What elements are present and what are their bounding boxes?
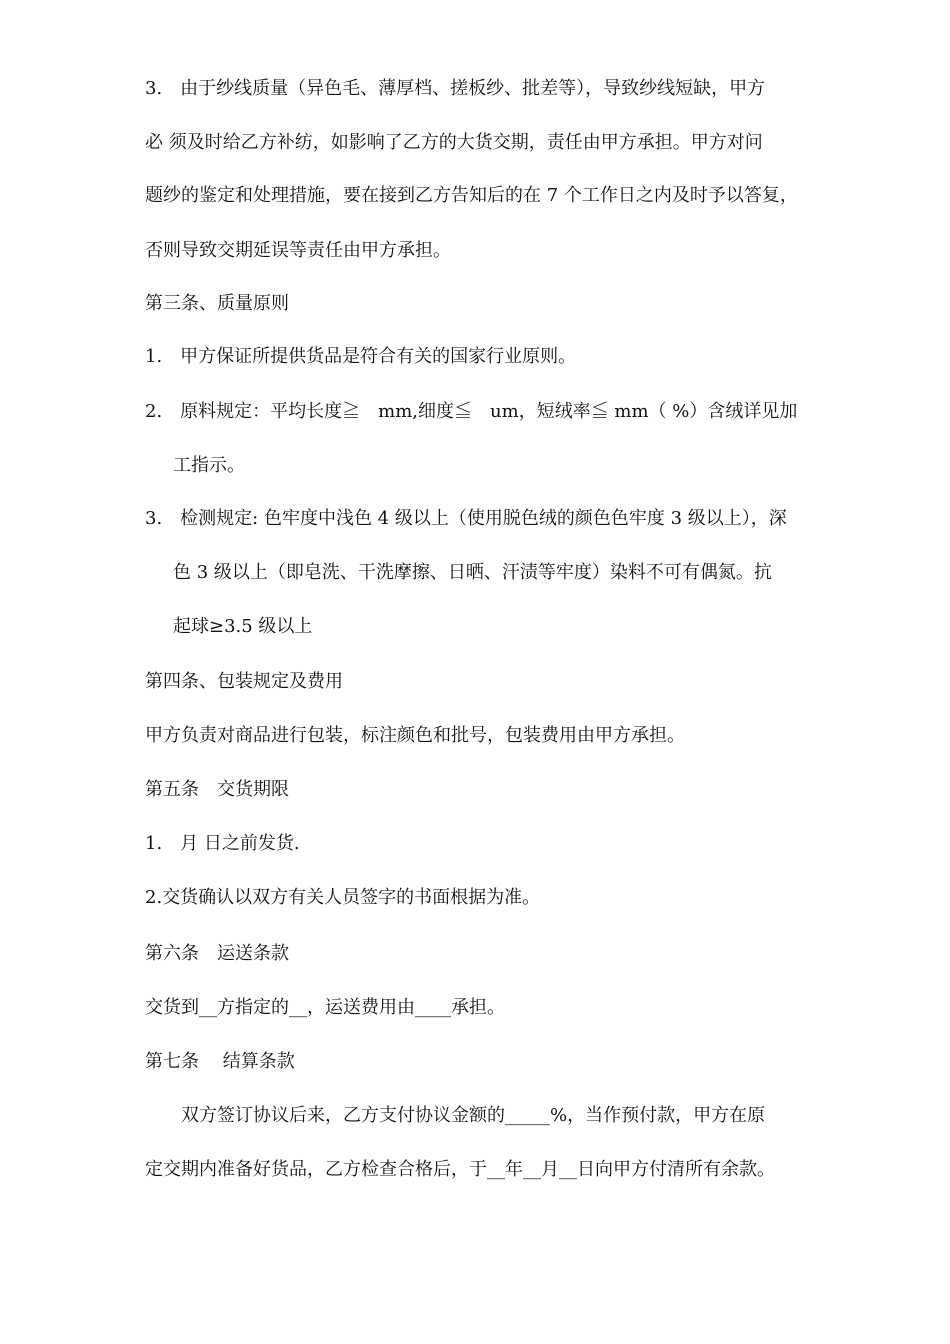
clause-7-body-line-1: 双方签订协议后来，乙方支付协议金额的_____%，当作预付款，甲方在原 (145, 1105, 766, 1126)
clause-3-item-3-line-1: 3. 检测规定: 色牢度中浅色 4 级以上（使用脱色绒的颜色色牢度 3 级以上），深 (145, 508, 787, 529)
clause-4-body: 甲方负责对商品进行包装，标注颜色和批号，包装费用由甲方承担。 (145, 725, 685, 746)
clause-3-item-3-line-3: 起球≥3.5 级以上 (173, 616, 313, 637)
clause-3-item-3-line-2: 色 3 级以上（即皂洗、干洗摩擦、日晒、汗渍等牢度）染料不可有偶氮。抗 (173, 562, 772, 583)
clause-3-heading: 第三条、质量原则 (145, 293, 289, 314)
clause-2-item-3-line-1: 3. 由于纱线质量（异色毛、薄厚档、搓板纱、批差等），导致纱线短缺，甲方 (145, 78, 766, 99)
clause-2-item-3-line-2: 必 须及时给乙方补纺，如影响了乙方的大货交期，责任由甲方承担。甲方对问 (145, 132, 763, 153)
clause-3-item-2-line-2: 工指示。 (173, 455, 245, 476)
clause-3-item-1: 1. 甲方保证所提供货品是符合有关的国家行业原则。 (145, 346, 577, 367)
clause-7-body-line-2: 定交期内准备好货品，乙方检查合格后，于__年__月__日向甲方付清所有余款。 (145, 1159, 775, 1180)
clause-2-item-3-line-4: 否则导致交期延误等责任由甲方承担。 (145, 240, 451, 261)
clause-5-item-1: 1. 月 日之前发货. (145, 833, 300, 854)
clause-5-item-2: 2.交货确认以双方有关人员签字的书面根据为准。 (145, 887, 541, 908)
clause-4-heading: 第四条、包装规定及费用 (145, 671, 343, 692)
clause-6-heading: 第六条 运送条款 (145, 943, 289, 964)
clause-3-item-2-line-1: 2. 原料规定：平均长度≧ mm,细度≦ um，短绒率≦ mm（ %）含绒详见加 (145, 401, 798, 422)
clause-5-heading: 第五条 交货期限 (145, 779, 289, 800)
clause-7-heading: 第七条 结算条款 (145, 1051, 295, 1072)
clause-6-body: 交货到__方指定的__，运送费用由____承担。 (145, 997, 505, 1018)
clause-2-item-3-line-3: 题纱的鉴定和处理措施，要在接到乙方告知后的在 7 个工作日之内及时予以答复， (145, 185, 798, 206)
